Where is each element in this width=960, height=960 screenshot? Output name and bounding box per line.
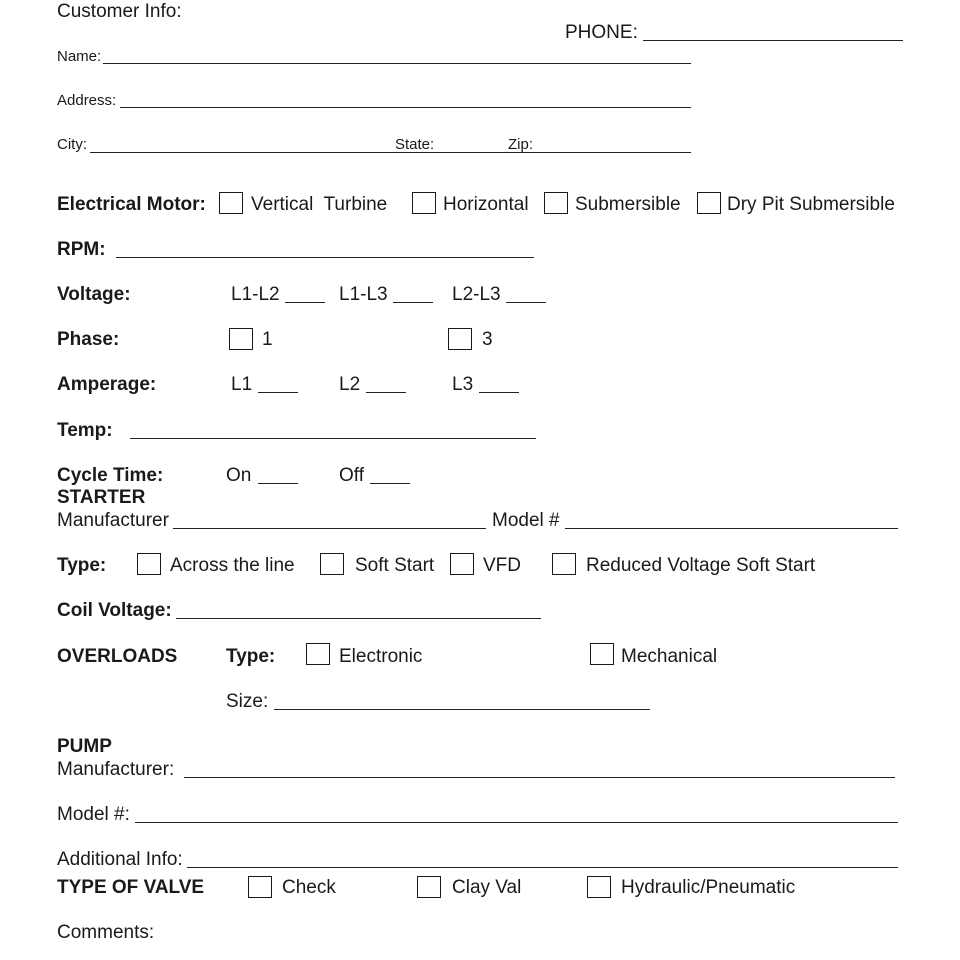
pump-model-label: Model #: xyxy=(57,804,130,825)
motor-vertical-turbine-checkbox[interactable] xyxy=(219,192,243,214)
city-state-zip-field[interactable] xyxy=(90,152,691,153)
vfd-checkbox[interactable] xyxy=(450,553,474,575)
amperage-l3-field[interactable] xyxy=(479,392,519,393)
motor-submersible-checkbox[interactable] xyxy=(544,192,568,214)
motor-option-label: Dry Pit Submersible xyxy=(727,194,895,215)
overload-size-label: Size: xyxy=(226,691,269,712)
pump-heading: PUMP xyxy=(57,736,112,757)
overload-size-field[interactable] xyxy=(274,709,650,710)
pump-manufacturer-field[interactable] xyxy=(184,777,895,778)
pump-model-field[interactable] xyxy=(135,822,898,823)
phase-label: Phase: xyxy=(57,329,120,350)
temp-label: Temp: xyxy=(57,420,113,441)
name-field[interactable] xyxy=(103,63,691,64)
overload-mechanical-checkbox[interactable] xyxy=(590,643,614,665)
motor-option-label: Horizontal xyxy=(443,194,529,215)
phase-option-label: 3 xyxy=(482,329,493,350)
amperage-l1-label: L1 xyxy=(231,374,253,395)
cycle-time-label: Cycle Time: xyxy=(57,465,164,486)
cycle-on-field[interactable] xyxy=(258,483,298,484)
phone-label: PHONE: xyxy=(565,22,638,43)
starter-type-option-label: Soft Start xyxy=(355,555,435,576)
amperage-l3-label: L3 xyxy=(452,374,474,395)
valve-heading: TYPE OF VALVE xyxy=(57,877,205,898)
temp-field[interactable] xyxy=(130,438,536,439)
rpm-label: RPM: xyxy=(57,239,106,260)
reduced-voltage-soft-start-checkbox[interactable] xyxy=(552,553,576,575)
pump-manufacturer-label: Manufacturer: xyxy=(57,759,175,780)
coil-voltage-label: Coil Voltage: xyxy=(57,600,172,621)
amperage-l2-field[interactable] xyxy=(366,392,406,393)
voltage-l1-l3-label: L1-L3 xyxy=(339,284,388,305)
voltage-label: Voltage: xyxy=(57,284,131,305)
overload-option-label: Mechanical xyxy=(621,646,718,667)
customer-info-heading: Customer Info: xyxy=(57,1,182,22)
valve-option-label: Hydraulic/Pneumatic xyxy=(621,877,796,898)
city-label: City: xyxy=(57,136,87,153)
overload-electronic-checkbox[interactable] xyxy=(306,643,330,665)
amperage-label: Amperage: xyxy=(57,374,157,395)
voltage-l1-l2-label: L1-L2 xyxy=(231,284,280,305)
additional-info-label: Additional Info: xyxy=(57,849,183,870)
voltage-l1-l2-field[interactable] xyxy=(285,302,325,303)
amperage-l2-label: L2 xyxy=(339,374,361,395)
cycle-off-label: Off xyxy=(339,465,364,486)
starter-manufacturer-field[interactable] xyxy=(173,528,486,529)
starter-heading: STARTER xyxy=(57,487,146,508)
valve-hydraulic-pneumatic-checkbox[interactable] xyxy=(587,876,611,898)
across-the-line-checkbox[interactable] xyxy=(137,553,161,575)
valve-clay-val-checkbox[interactable] xyxy=(417,876,441,898)
starter-type-option-label: VFD xyxy=(483,555,521,576)
phase-option-label: 1 xyxy=(262,329,273,350)
voltage-l2-l3-label: L2-L3 xyxy=(452,284,501,305)
starter-type-option-label: Across the line xyxy=(170,555,295,576)
phase-1-checkbox[interactable] xyxy=(229,328,253,350)
amperage-l1-field[interactable] xyxy=(258,392,298,393)
starter-type-option-label: Reduced Voltage Soft Start xyxy=(586,555,816,576)
motor-horizontal-checkbox[interactable] xyxy=(412,192,436,214)
phase-3-checkbox[interactable] xyxy=(448,328,472,350)
starter-manufacturer-label: Manufacturer xyxy=(57,510,169,531)
address-label: Address: xyxy=(57,92,117,109)
voltage-l2-l3-field[interactable] xyxy=(506,302,546,303)
overloads-type-label: Type: xyxy=(226,646,276,667)
state-label: State: xyxy=(395,136,435,153)
starter-model-field[interactable] xyxy=(565,528,898,529)
overload-option-label: Electronic xyxy=(339,646,423,667)
electrical-motor-label: Electrical Motor: xyxy=(57,194,206,215)
additional-info-field[interactable] xyxy=(187,867,898,868)
motor-dry-pit-checkbox[interactable] xyxy=(697,192,721,214)
overloads-heading: OVERLOADS xyxy=(57,646,178,667)
valve-check-checkbox[interactable] xyxy=(248,876,272,898)
rpm-field[interactable] xyxy=(116,257,534,258)
starter-model-label: Model # xyxy=(492,510,560,531)
motor-option-label: Submersible xyxy=(575,194,681,215)
phone-field[interactable] xyxy=(643,40,903,41)
name-label: Name: xyxy=(57,48,102,65)
valve-option-label: Check xyxy=(282,877,336,898)
valve-option-label: Clay Val xyxy=(452,877,522,898)
voltage-l1-l3-field[interactable] xyxy=(393,302,433,303)
cycle-on-label: On xyxy=(226,465,252,486)
soft-start-checkbox[interactable] xyxy=(320,553,344,575)
address-field[interactable] xyxy=(120,107,691,108)
coil-voltage-field[interactable] xyxy=(176,618,541,619)
cycle-off-field[interactable] xyxy=(370,483,410,484)
motor-option-label: Vertical Turbine xyxy=(251,194,388,215)
comments-label: Comments: xyxy=(57,922,155,943)
starter-type-label: Type: xyxy=(57,555,107,576)
zip-label: Zip: xyxy=(508,136,534,153)
